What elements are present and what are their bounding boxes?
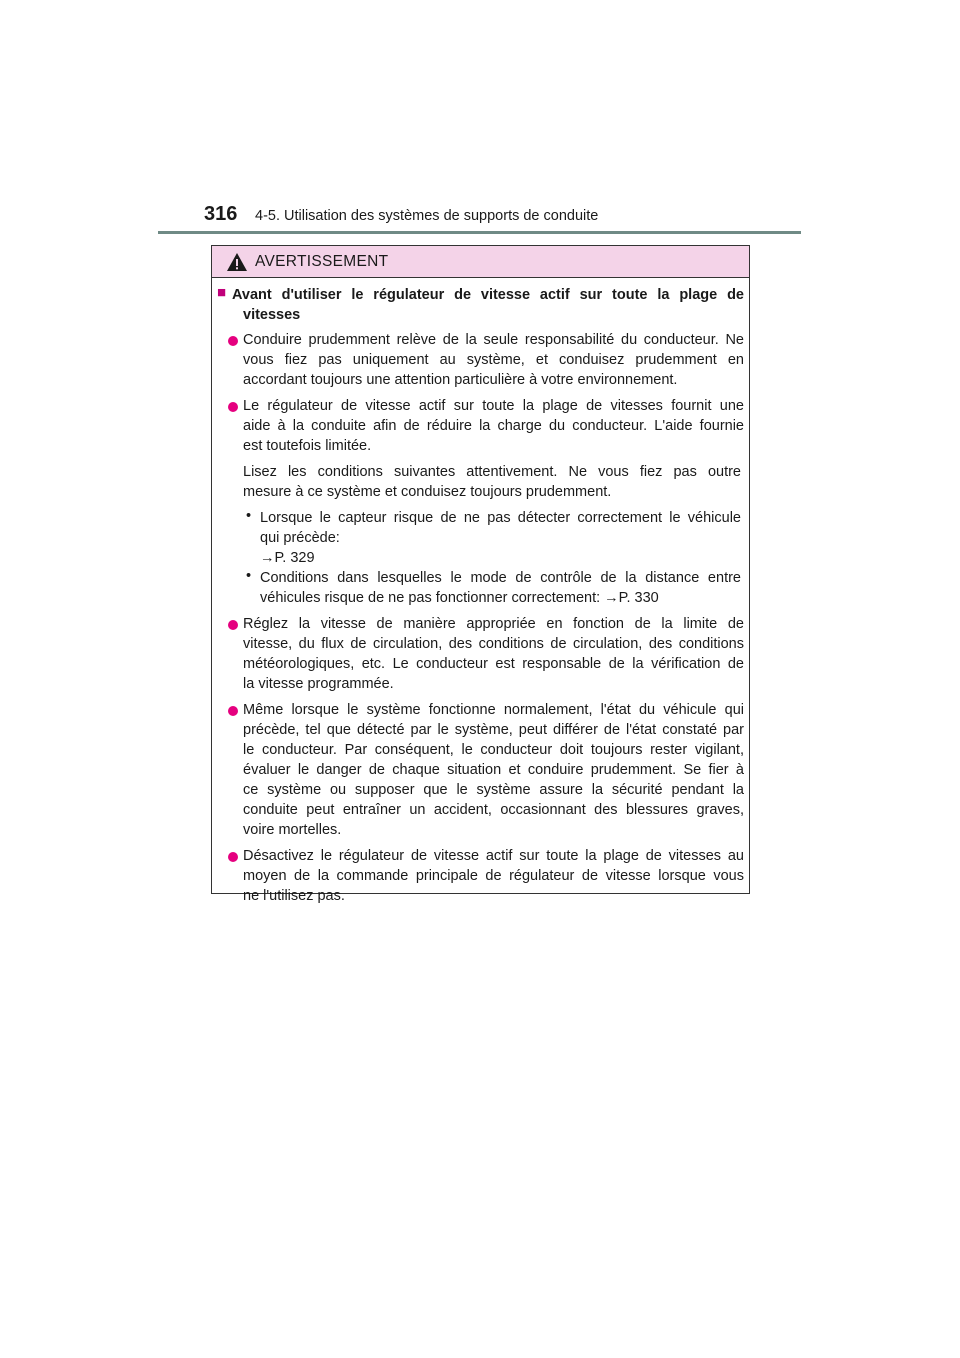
bullet-line: Le régulateur de vitesse actif sur toute la plage de vitesses fournit une <box>243 398 744 414</box>
bullet-line: aide à la conduite afin de réduire la charge du conducteur. L'aide fournie <box>243 418 744 434</box>
warning-box <box>211 245 750 904</box>
bullet-dot-icon <box>228 620 238 630</box>
warning-header <box>212 246 749 278</box>
page-number: 316 <box>204 203 238 225</box>
subitem-line: véhicules risque de ne pas fonctionner correctement: →P. 330 <box>260 590 659 606</box>
header-rule <box>158 231 801 234</box>
bullet-line: ne l'utilisez pas. <box>243 888 345 904</box>
bullet-dot-icon <box>228 852 238 862</box>
bullet-line: est toutefois limitée. <box>243 438 372 454</box>
subitem-ref: →P. 329 <box>260 550 315 566</box>
bullet-line: Réglez la vitesse de manière appropriée en fonction de la limite de <box>243 616 744 632</box>
warning-title: AVERTISSEMENT <box>255 253 389 270</box>
subitem-line: Conditions dans lesquelles le mode de contrôle de la distance entre <box>260 570 741 586</box>
warning-triangle-icon <box>226 252 248 272</box>
subitem-dot-icon: • <box>246 508 252 524</box>
bullet-line: voire mortelles. <box>243 822 342 838</box>
warning-heading-line: Avant d'utiliser le régulateur de vitesse actif sur toute la plage de <box>232 287 744 303</box>
bullet-dot-icon <box>228 336 238 346</box>
bullet-line: accordant toujours une attention particulière à votre environnement. <box>243 372 678 388</box>
bullet-line: ce système ou supposer que le système assure la sécurité pendant la <box>243 782 744 798</box>
bullet-line: météorologiques, etc. Le conducteur est responsable de la vérification de <box>243 656 744 672</box>
warning-heading-line: vitesses <box>243 307 301 323</box>
bullet-line: moyen de la commande principale de régulateur de vitesse lorsque vous <box>243 868 744 884</box>
bullet-line: Désactivez le régulateur de vitesse actif sur toute la plage de vitesses au <box>243 848 744 864</box>
bullet-line: la vitesse programmée. <box>243 676 394 692</box>
note-line: mesure à ce système et conduisez toujours prudemment. <box>243 484 612 500</box>
bullet-dot-icon <box>228 706 238 716</box>
bullet-line: évaluer le danger de chaque situation et conduire prudemment. Se fier à <box>243 762 744 778</box>
bullet-line: conduite peut entraîner un accident, occasionnant des blessures graves, <box>243 802 744 818</box>
bullet-line: vitesse, du flux de circulation, des conditions de circulation, des conditions <box>243 636 744 652</box>
note-line: Lisez les conditions suivantes attentivement. Ne vous fiez pas outre <box>243 464 741 480</box>
bullet-line: Conduire prudemment relève de la seule responsabilité du conducteur. Ne <box>243 332 744 348</box>
bullet-line: vous fiez pas uniquement au système, et conduisez prudemment en <box>243 352 744 368</box>
bullet-line: le conducteur. Par conséquent, le conducteur doit toujours rester vigilant, <box>243 742 744 758</box>
subitem-line: qui précède: <box>260 530 340 546</box>
square-bullet-icon: ■ <box>217 284 227 301</box>
bullet-line: précède, tel que détecté par le système, peut différer de l'état constaté par <box>243 722 744 738</box>
subitem-line: Lorsque le capteur risque de ne pas détecter correctement le véhicule <box>260 510 741 526</box>
bullet-line: Même lorsque le système fonctionne normalement, l'état du véhicule qui <box>243 702 744 718</box>
section-title: 4-5. Utilisation des systèmes de supports de conduite <box>255 208 599 224</box>
bullet-dot-icon <box>228 402 238 412</box>
subitem-dot-icon: • <box>246 568 252 584</box>
